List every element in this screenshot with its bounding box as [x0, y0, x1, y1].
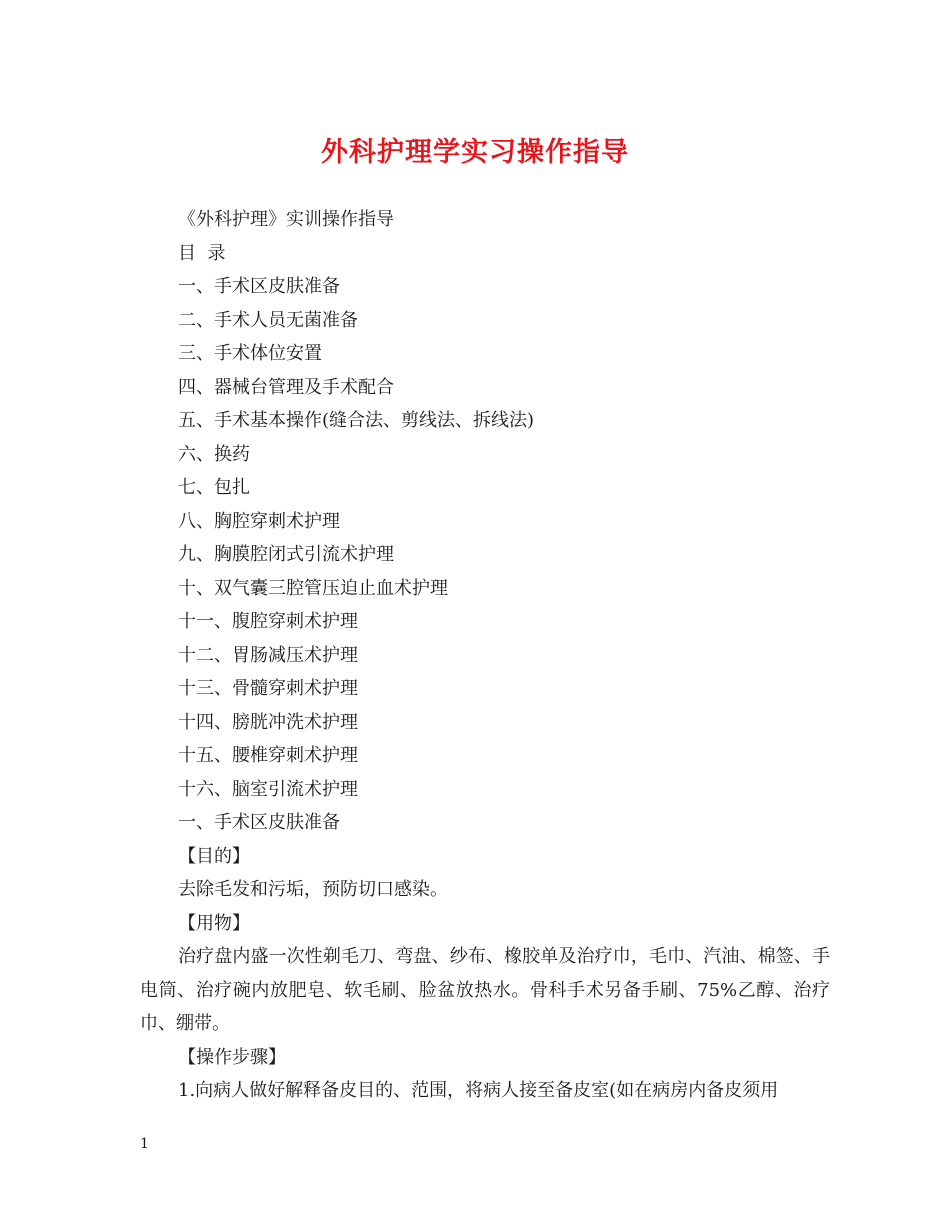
supplies-heading: 【用物】 — [178, 912, 250, 934]
section-heading: 一、手术区皮肤准备 — [178, 812, 340, 833]
toc-item: 八、胸腔穿刺术护理 — [178, 510, 340, 532]
toc-item: 十一、腹腔穿刺术护理 — [178, 611, 358, 632]
page-number: 1 — [140, 1136, 149, 1152]
toc-item: 十四、膀胱冲洗术护理 — [178, 711, 358, 733]
supplies-text: 治疗盘内盛一次性剃毛刀、弯盘、纱布、橡胶单及治疗巾，毛巾、汽油、棉签、手电筒、治疗碗内放肥皂、软毛刷、脸盆放热水。骨科手术另备手刷、75%乙醇、治疗巾、绷带。 — [140, 946, 830, 1034]
toc-item: 五、手术基本操作(缝合法、剪线法、拆线法) — [178, 410, 535, 431]
toc-item: 一、手术区皮肤准备 — [178, 276, 340, 297]
toc-item: 十二、胃肠减压术护理 — [178, 644, 358, 666]
toc-item: 七、包扎 — [178, 477, 250, 498]
steps-heading: 【操作步骤】 — [178, 1046, 286, 1068]
toc-item: 十六、脑室引流术护理 — [178, 778, 358, 800]
toc-item: 十、双气囊三腔管压迫止血术护理 — [178, 577, 448, 599]
purpose-text: 去除毛发和污垢，预防切口感染。 — [178, 879, 448, 900]
toc-item: 二、手术人员无菌准备 — [178, 309, 358, 331]
step-1-text: 1.向病人做好解释备皮目的、范围，将病人接至备皮室(如在病房内备皮须用 — [178, 1080, 779, 1101]
toc-item: 十三、骨髓穿刺术护理 — [178, 678, 358, 699]
toc-item: 四、器械台管理及手术配合 — [178, 376, 394, 398]
toc-heading: 目 录 — [178, 242, 226, 264]
document-subtitle: 《外科护理》实训操作指导 — [178, 209, 394, 230]
toc-item: 三、手术体位安置 — [178, 343, 322, 364]
toc-item: 十五、腰椎穿刺术护理 — [178, 745, 358, 766]
purpose-heading: 【目的】 — [178, 845, 250, 867]
toc-item: 六、换药 — [178, 443, 250, 465]
document-title: 外科护理学实习操作指导 — [321, 137, 629, 168]
document-body — [140, 203, 830, 1108]
toc-item: 九、胸膜腔闭式引流术护理 — [178, 544, 394, 565]
table-of-contents — [140, 270, 830, 806]
